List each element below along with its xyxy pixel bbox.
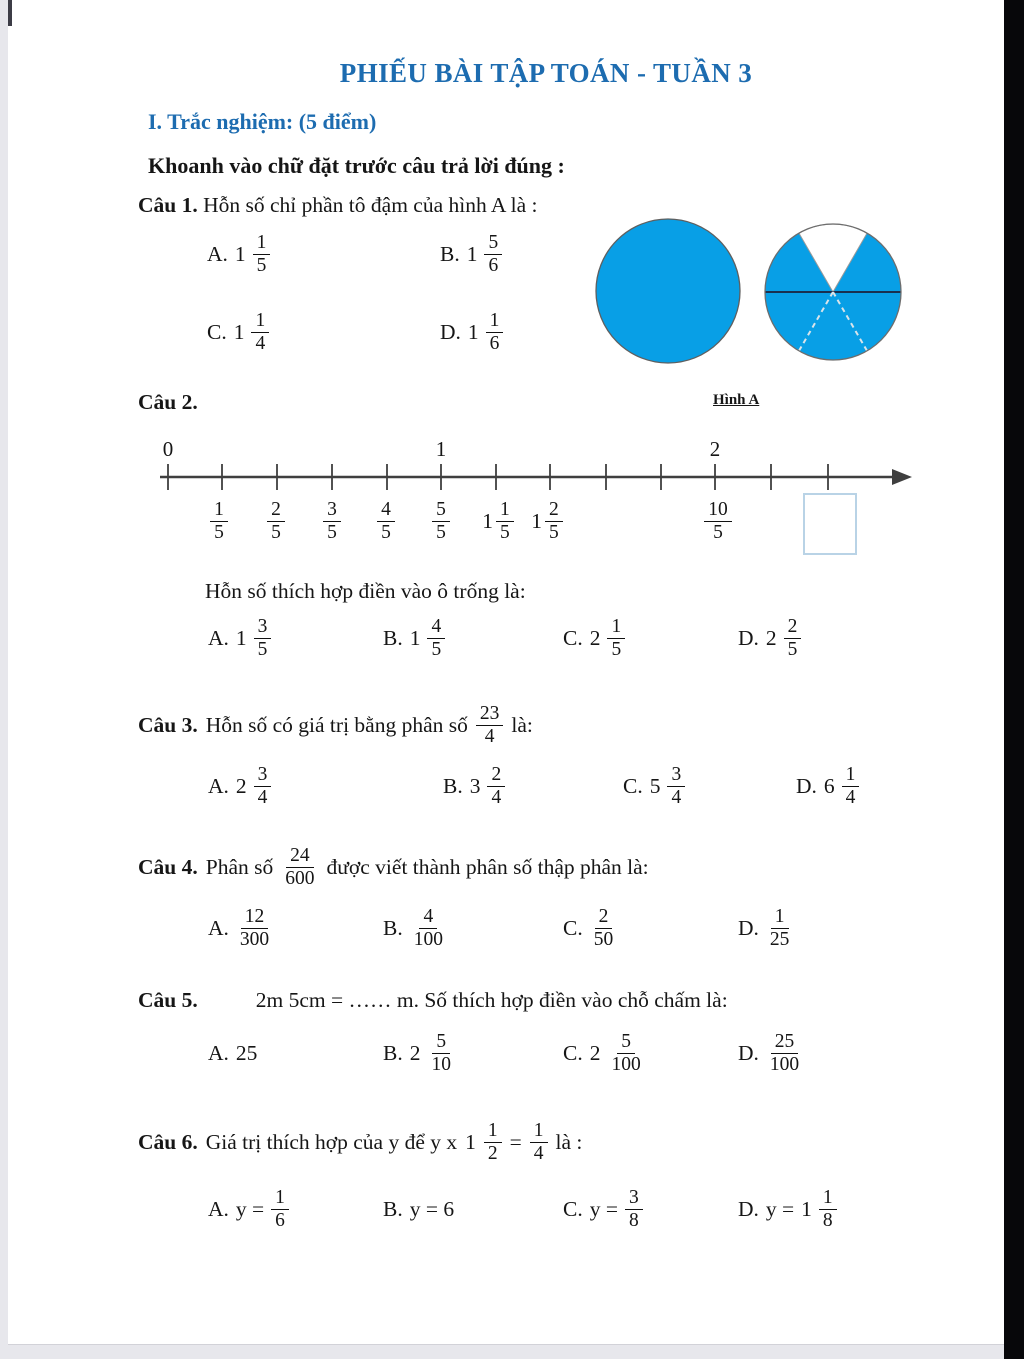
question-6-option-b: B. y = 6: [383, 1197, 455, 1221]
question-6-options: [8, 1185, 1004, 1247]
page-title: PHIẾU BÀI TẬP TOÁN - TUẦN 3: [339, 58, 753, 88]
question-4-option-b: B. $\frac{4}{100}$: [383, 906, 443, 950]
option-letter: D.: [440, 319, 461, 344]
question-5-option-a: A. 25: [208, 1041, 258, 1065]
fraction: $\frac{24}{600}$: [285, 844, 315, 889]
question-6-line: [138, 1115, 1004, 1169]
fraction-num: 1: [486, 310, 504, 333]
tick-fraction: $\frac{1}{5}$: [199, 499, 239, 544]
question-3-line: [138, 698, 1004, 752]
question-5-label: Câu 5.: [138, 988, 198, 1012]
option-pre: y =: [589, 1196, 618, 1221]
figure-label: Hình A: [713, 392, 760, 408]
question-3-text-after: là:: [511, 712, 533, 737]
question-4-text-before: Phân số: [205, 854, 274, 879]
question-2-option-d: D. 2 $\frac{2}{5}$: [738, 616, 801, 661]
question-5-text: 2m 5cm = …… m. Số thích hợp điền vào chỗ chấm là:: [255, 988, 728, 1012]
question-2-option-b: B. 1 $\frac{4}{5}$: [383, 616, 445, 661]
question-4-text-after: được viết thành phân số thập phân là:: [326, 854, 649, 879]
question-1-text: Hỗn số chỉ phần tô đậm của hình A là :: [203, 193, 538, 217]
fraction: [486, 310, 504, 355]
equals-sign: =: [509, 1129, 522, 1154]
question-4-option-a: A. $\frac{12}{300}$: [208, 906, 270, 950]
section-heading: I. Trắc nghiệm: (5 điểm): [148, 109, 377, 134]
question-2-option-c: C. 2 $\frac{1}{5}$: [563, 616, 625, 661]
question-1-option-b: [440, 232, 502, 277]
question-3-text-before: Hỗn số có giá trị bằng phân số: [205, 712, 468, 737]
fraction-den: 6: [489, 332, 500, 354]
mixed-whole: 1: [233, 319, 245, 344]
fraction: $\frac{1}{4}$: [530, 1120, 548, 1165]
question-6-option-d: D. y = 1 $\frac{1}{8}$: [738, 1187, 837, 1232]
tick-fraction: 1 $\frac{2}{5}$: [519, 499, 575, 544]
fraction-num: 5: [484, 232, 502, 255]
question-6-text-before: Giá trị thích hợp của y để y x: [205, 1129, 458, 1154]
question-3-option-d: D. 6 $\frac{1}{4}$: [796, 764, 859, 809]
question-4-label: Câu 4.: [138, 854, 198, 879]
axis-label-1: 1: [435, 437, 447, 461]
question-5-options: [8, 1029, 1004, 1091]
option-value: y = 6: [409, 1197, 455, 1221]
instruction-text: Khoanh vào chữ đặt trước câu trả lời đúng :: [148, 153, 565, 178]
question-3-option-b: B. 3 $\frac{2}{4}$: [443, 764, 505, 809]
fraction-den: 5: [256, 254, 267, 276]
question-6-option-a: A. y = $\frac{1}{6}$: [208, 1187, 289, 1232]
fraction-den: 6: [488, 254, 499, 276]
answer-box: [803, 493, 857, 555]
option-letter: B.: [440, 241, 460, 266]
question-3-options: [8, 762, 1004, 824]
question-6-text-after: là :: [555, 1129, 583, 1154]
option-letter: C.: [207, 319, 227, 344]
mixed-whole: 1: [234, 241, 246, 266]
tick-fraction: $\frac{10}{5}$: [698, 499, 738, 544]
question-4-line: [138, 840, 1004, 894]
tick-fraction: $\frac{3}{5}$: [312, 499, 352, 544]
question-2-prompt: Hỗn số thích hợp điền vào ô trống là:: [205, 579, 526, 603]
question-4-option-c: C. $\frac{2}{50}$: [563, 906, 614, 950]
number-line: [8, 427, 1004, 575]
fraction-num: 1: [251, 310, 269, 333]
question-4-options: [8, 904, 1004, 966]
question-1-label: Câu 1.: [138, 193, 198, 217]
fraction-num: 1: [253, 232, 271, 255]
question-6-label: Câu 6.: [138, 1129, 198, 1154]
partially-shaded-circle: [763, 222, 903, 362]
fraction: [251, 310, 269, 355]
scan-edge-mark: [8, 0, 12, 26]
question-5-option-b: B. 2 $\frac{5}{10}$: [383, 1031, 451, 1075]
worksheet-page: [8, 0, 1004, 1345]
axis-label-2: 2: [709, 437, 721, 461]
tick-fraction: $\frac{2}{5}$: [256, 499, 296, 544]
mixed-whole: 1: [465, 1129, 476, 1154]
question-4-option-d: D. $\frac{1}{25}$: [738, 906, 790, 950]
axis-label-0: 0: [162, 437, 174, 461]
black-edge-strip: [1004, 0, 1024, 1359]
option-letter: A.: [207, 241, 228, 266]
fraction: [484, 232, 502, 277]
question-6-option-c: C. y = $\frac{3}{8}$: [563, 1187, 643, 1232]
fraction: [253, 232, 271, 277]
fraction: $\frac{23}{4}$: [476, 703, 504, 748]
tick-fraction: $\frac{4}{5}$: [366, 499, 406, 544]
mixed-whole: 1: [466, 241, 478, 266]
question-1-option-d: [440, 310, 503, 355]
question-5-option-c: C. 2 $\frac{5}{100}$: [563, 1031, 641, 1075]
option-value: 25: [235, 1041, 258, 1065]
figure-hinh-a: [585, 200, 1005, 422]
question-3-label: Câu 3.: [138, 712, 198, 737]
tick-fraction: 1 $\frac{1}{5}$: [470, 499, 526, 544]
question-1-option-c: [207, 310, 269, 355]
mixed-whole: 1: [467, 319, 479, 344]
question-1-option-a: [207, 232, 270, 277]
fraction-den: 4: [255, 332, 266, 354]
fraction: $\frac{1}{2}$: [484, 1120, 502, 1165]
tick-fraction: $\frac{5}{5}$: [421, 499, 461, 544]
question-3-option-c: C. 5 $\frac{3}{4}$: [623, 764, 685, 809]
option-pre: y =: [235, 1196, 265, 1221]
question-2-label: Câu 2.: [138, 390, 198, 414]
question-3-option-a: A. 2 $\frac{3}{4}$: [208, 764, 271, 809]
question-5-line: [138, 988, 1004, 1013]
question-2-options: [8, 614, 1004, 676]
question-2-option-a: A. 1 $\frac{3}{5}$: [208, 616, 271, 661]
full-shaded-circle: [593, 216, 743, 366]
option-pre: y =: [765, 1196, 795, 1221]
question-5-option-d: D. $\frac{25}{100}$: [738, 1031, 800, 1075]
